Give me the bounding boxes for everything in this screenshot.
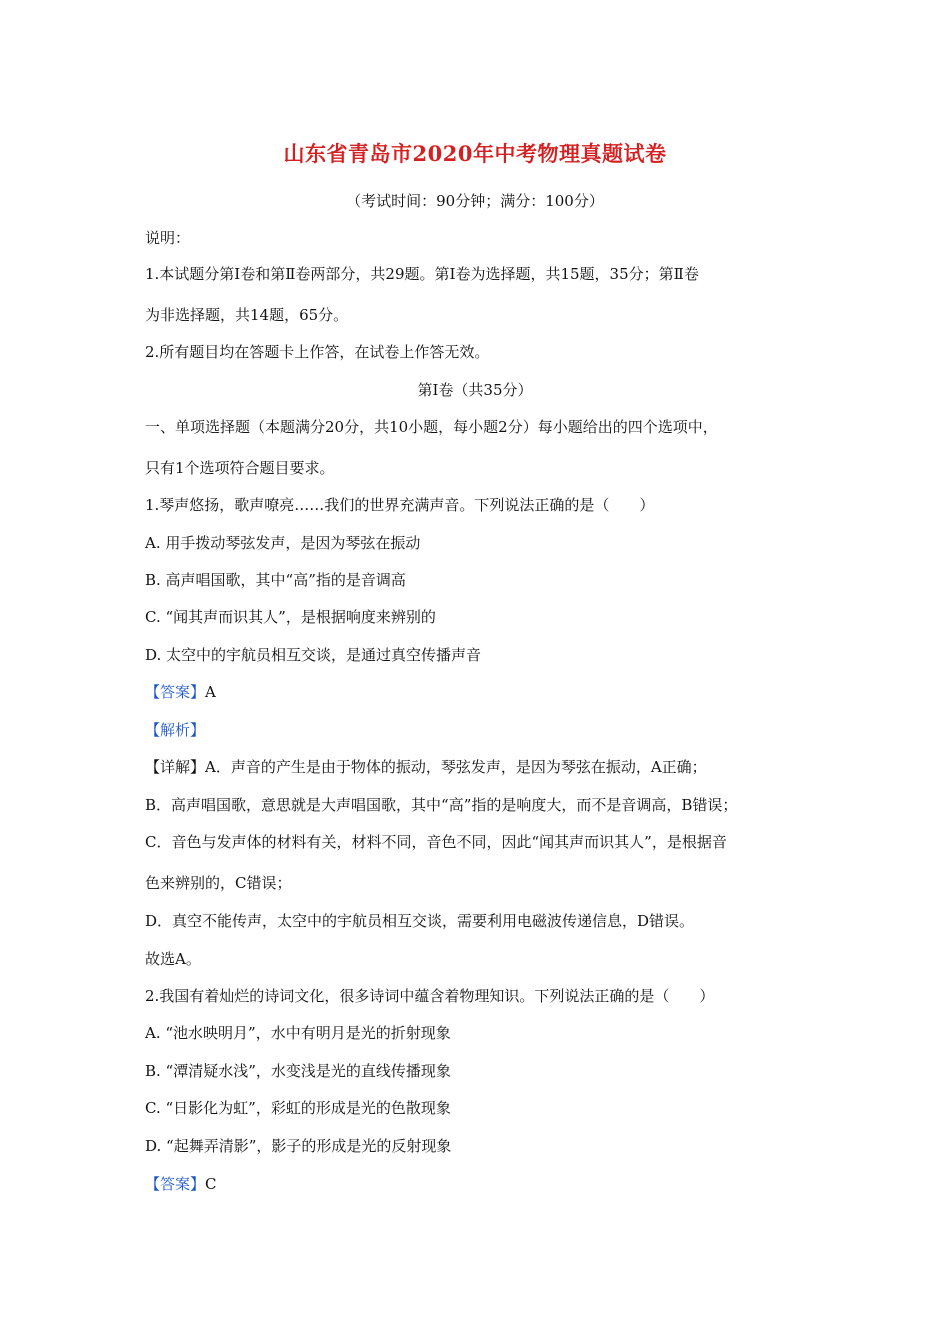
answer-value: A	[205, 683, 216, 701]
detail-tag: 【详解】	[145, 758, 206, 776]
exam-time-info: （考试时间：90分钟；满分：100分）	[346, 192, 604, 210]
question-1-option-a: A. 用手拨动琴弦发声，是因为琴弦在振动	[145, 534, 421, 552]
question-2-stem: 2.我国有着灿烂的诗词文化，很多诗词中蕴含着物理知识。下列说法正确的是（ ）	[145, 987, 715, 1005]
answer-tag: 【答案】	[145, 683, 206, 701]
answer-tag: 【答案】	[145, 1175, 206, 1193]
question-2-answer	[145, 1174, 217, 1194]
question-1-detail-c-cont: 色来辨别的，C错误；	[145, 874, 292, 892]
question-1-option-b: B. 高声唱国歌，其中“高”指的是音调高	[145, 571, 406, 589]
question-1-detail	[145, 757, 707, 777]
question-1-answer	[145, 682, 216, 702]
part-one-intro: 一、单项选择题（本题满分20分，共10小题，每小题2分）每小题给出的四个选项中，	[145, 418, 718, 436]
question-1-detail-b: B．高声唱国歌，意思就是大声唱国歌，其中“高”指的是响度大，而不是音调高，B错误；	[145, 796, 738, 814]
analysis-tag: 【解析】	[145, 721, 206, 739]
instruction-item-2: 2.所有题目均在答题卡上作答，在试卷上作答无效。	[145, 343, 490, 361]
question-1-conclusion: 故选A。	[145, 950, 201, 968]
instructions-heading: 说明：	[145, 229, 191, 247]
instruction-item-1: 1.本试题分第Ⅰ卷和第Ⅱ卷两部分，共29题。第Ⅰ卷为选择题，共15题，35分；第Ⅱ卷	[145, 265, 699, 283]
page-title: 山东省青岛市2020年中考物理真题试卷	[283, 141, 667, 166]
question-1-option-c: C. “闻其声而识其人”，是根据响度来辨别的	[145, 608, 436, 626]
question-2-option-d: D. “起舞弄清影”，影子的形成是光的反射现象	[145, 1137, 452, 1155]
question-2-option-b: B. “潭清疑水浅”，水变浅是光的直线传播现象	[145, 1062, 451, 1080]
question-2-option-a: A. “池水映明月”，水中有明月是光的折射现象	[145, 1024, 451, 1042]
detail-first-line: A．声音的产生是由于物体的振动，琴弦发声，是因为琴弦在振动，A正确；	[205, 758, 707, 776]
section-title: 第Ⅰ卷（共35分）	[417, 381, 533, 399]
question-1-detail-d: D．真空不能传声，太空中的宇航员相互交谈，需要利用电磁波传递信息，D错误。	[145, 912, 695, 930]
question-1-stem: 1.琴声悠扬，歌声嘹亮……我们的世界充满声音。下列说法正确的是（ ）	[145, 496, 655, 514]
question-1-detail-c: C．音色与发声体的材料有关，材料不同，音色不同，因此“闻其声而识其人”，是根据音	[145, 833, 727, 851]
part-one-intro-cont: 只有1个选项符合题目要求。	[145, 459, 335, 477]
question-2-option-c: C. “日影化为虹”，彩虹的形成是光的色散现象	[145, 1099, 451, 1117]
question-1-analysis	[145, 720, 205, 740]
question-1-option-d: D. 太空中的宇航员相互交谈，是通过真空传播声音	[145, 646, 482, 664]
answer-value: C	[205, 1175, 217, 1193]
instruction-item-1-cont: 为非选择题，共14题，65分。	[145, 306, 349, 324]
